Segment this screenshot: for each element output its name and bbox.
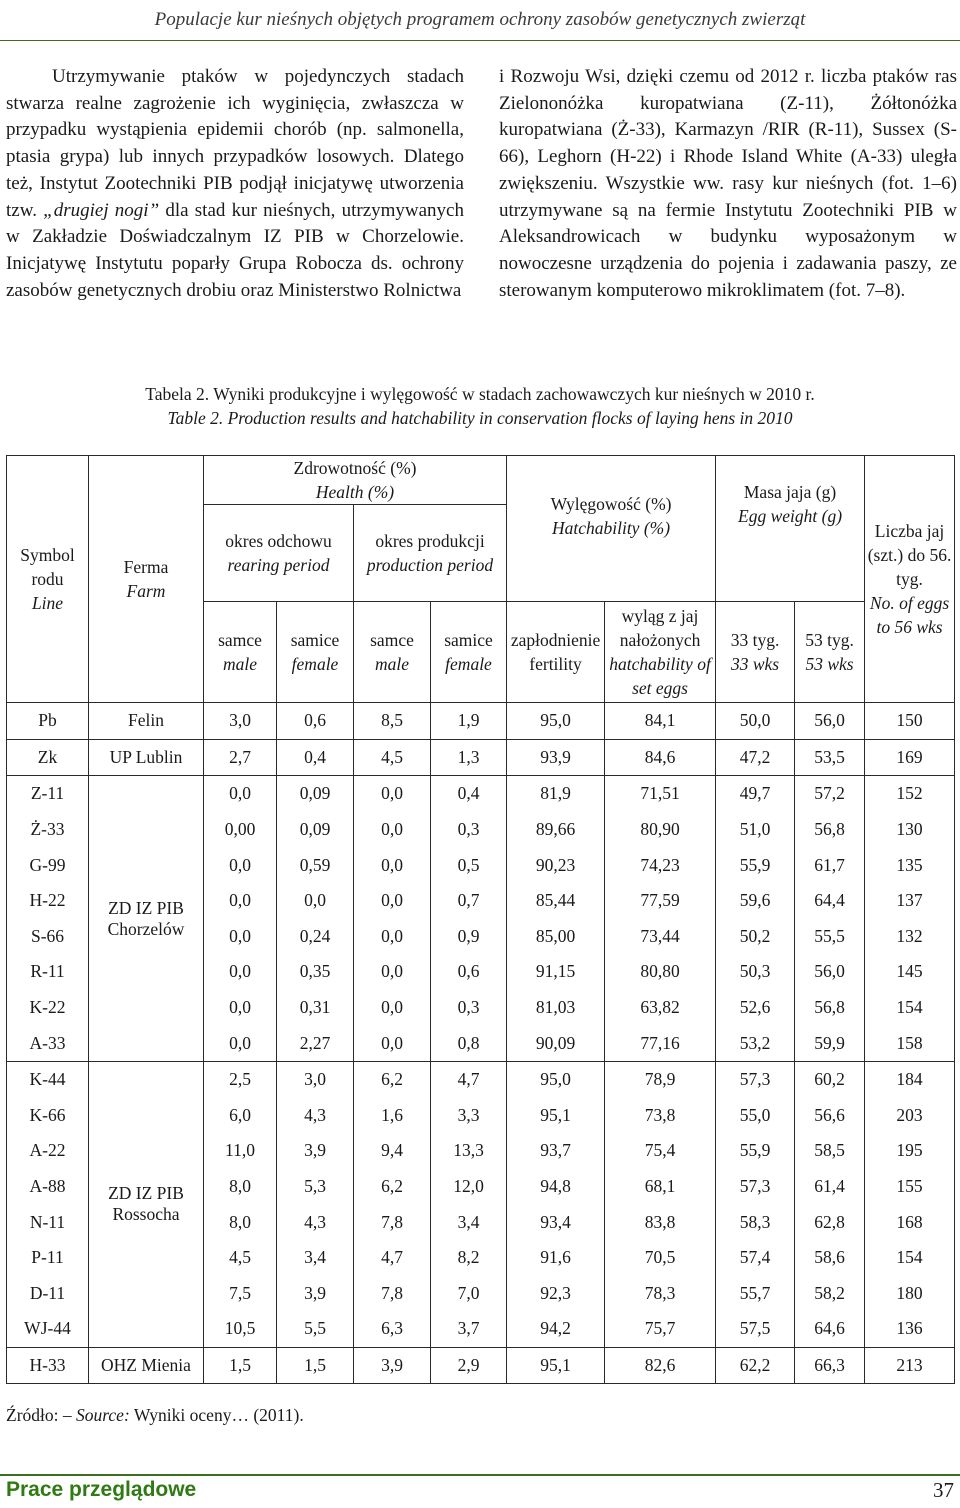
cell-symbol: A-33 xyxy=(7,1025,89,1061)
body-text-left-part1: Utrzymywanie ptaków w pojedynczych stadach stwarza realne zagrożenie ich wyginięcia, zwłaszcza w przypadku wystąpienia epidemii chorób (np. salmonella, ptasia grypa) lub innych przypadków losowych. Dlatego też, Instytut Zootechniki PIB podjął inicjatywę utworzenia tzw. xyxy=(6,66,464,221)
cell-fert: 81,03 xyxy=(507,990,605,1026)
header-egg-weight: Masa jaja (g) Egg weight (g) xyxy=(716,456,865,602)
cell-rf: 0,35 xyxy=(277,954,354,990)
cell-fert: 90,23 xyxy=(507,847,605,883)
cell-w53: 61,7 xyxy=(795,847,865,883)
cell-hset: 73,8 xyxy=(605,1098,716,1134)
cell-w53: 61,4 xyxy=(795,1169,865,1205)
cell-rm: 2,7 xyxy=(204,739,277,776)
cell-hset: 77,16 xyxy=(605,1025,716,1061)
cell-rm: 11,0 xyxy=(204,1133,277,1169)
cell-hset: 84,6 xyxy=(605,739,716,776)
cell-rm: 10,5 xyxy=(204,1311,277,1347)
cell-pf: 3,4 xyxy=(431,1204,507,1240)
cell-hset: 77,59 xyxy=(605,883,716,919)
cell-rf: 5,3 xyxy=(277,1169,354,1205)
cell-rf: 5,5 xyxy=(277,1311,354,1347)
cell-fert: 85,00 xyxy=(507,919,605,955)
cell-rm: 4,5 xyxy=(204,1240,277,1276)
cell-rf: 1,5 xyxy=(277,1347,354,1384)
cell-rm: 0,0 xyxy=(204,954,277,990)
cell-pm: 0,0 xyxy=(354,990,431,1026)
cell-fert: 85,44 xyxy=(507,883,605,919)
cell-w33: 53,2 xyxy=(716,1025,795,1061)
cell-rf: 3,0 xyxy=(277,1061,354,1097)
cell-rm: 7,5 xyxy=(204,1276,277,1312)
cell-farm: Felin xyxy=(89,703,204,740)
cell-pm: 8,5 xyxy=(354,703,431,740)
cell-farm: OHZ Mienia xyxy=(89,1347,204,1384)
cell-hset: 78,9 xyxy=(605,1061,716,1097)
page-number: 37 xyxy=(933,1478,954,1502)
cell-w33: 52,6 xyxy=(716,990,795,1026)
cell-fert: 95,0 xyxy=(507,1061,605,1097)
header-health: Zdrowotność (%) Health (%) xyxy=(204,456,507,505)
table-row xyxy=(7,1061,955,1097)
header-row-1 xyxy=(7,456,955,505)
cell-pf: 0,5 xyxy=(431,847,507,883)
cell-symbol: N-11 xyxy=(7,1204,89,1240)
cell-rf: 0,31 xyxy=(277,990,354,1026)
running-header: Populacje kur nieśnych objętych programem ochrony zasobów genetycznych zwierząt xyxy=(0,0,960,41)
cell-eggs: 130 xyxy=(865,812,955,848)
cell-pf: 0,6 xyxy=(431,954,507,990)
cell-hset: 80,80 xyxy=(605,954,716,990)
cell-pf: 7,0 xyxy=(431,1276,507,1312)
cell-hset: 83,8 xyxy=(605,1204,716,1240)
cell-pf: 1,3 xyxy=(431,739,507,776)
header-farm: Ferma Farm xyxy=(89,456,204,703)
cell-farm: ZD IZ PIB Chorzelów xyxy=(89,776,204,1062)
cell-w53: 60,2 xyxy=(795,1061,865,1097)
header-hatchability: Wylęgowość (%) Hatchability (%) xyxy=(507,456,716,602)
cell-pf: 4,7 xyxy=(431,1061,507,1097)
cell-eggs: 213 xyxy=(865,1347,955,1384)
cell-fert: 95,0 xyxy=(507,703,605,740)
cell-rm: 6,0 xyxy=(204,1098,277,1134)
cell-w33: 58,3 xyxy=(716,1204,795,1240)
cell-rm: 0,0 xyxy=(204,847,277,883)
cell-pm: 0,0 xyxy=(354,1025,431,1061)
cell-w53: 56,0 xyxy=(795,954,865,990)
cell-rf: 0,59 xyxy=(277,847,354,883)
cell-symbol: G-99 xyxy=(7,847,89,883)
cell-pm: 7,8 xyxy=(354,1204,431,1240)
cell-hset: 73,44 xyxy=(605,919,716,955)
cell-rm: 8,0 xyxy=(204,1204,277,1240)
cell-w33: 55,9 xyxy=(716,1133,795,1169)
cell-rf: 0,09 xyxy=(277,776,354,812)
cell-rf: 0,09 xyxy=(277,812,354,848)
cell-w33: 57,4 xyxy=(716,1240,795,1276)
cell-fert: 94,2 xyxy=(507,1311,605,1347)
cell-pm: 6,3 xyxy=(354,1311,431,1347)
cell-w33: 51,0 xyxy=(716,812,795,848)
cell-w33: 55,7 xyxy=(716,1276,795,1312)
cell-pf: 0,8 xyxy=(431,1025,507,1061)
cell-rf: 2,27 xyxy=(277,1025,354,1061)
cell-rm: 0,0 xyxy=(204,1025,277,1061)
cell-w53: 57,2 xyxy=(795,776,865,812)
cell-rm: 0,0 xyxy=(204,883,277,919)
cell-eggs: 195 xyxy=(865,1133,955,1169)
cell-hset: 75,4 xyxy=(605,1133,716,1169)
cell-pf: 8,2 xyxy=(431,1240,507,1276)
cell-pm: 7,8 xyxy=(354,1276,431,1312)
cell-eggs: 135 xyxy=(865,847,955,883)
cell-w33: 57,5 xyxy=(716,1311,795,1347)
cell-w33: 55,0 xyxy=(716,1098,795,1134)
cell-rf: 4,3 xyxy=(277,1204,354,1240)
cell-rm: 0,00 xyxy=(204,812,277,848)
cell-w53: 62,8 xyxy=(795,1204,865,1240)
cell-pf: 2,9 xyxy=(431,1347,507,1384)
cell-fert: 92,3 xyxy=(507,1276,605,1312)
cell-hset: 63,82 xyxy=(605,990,716,1026)
cell-eggs: 184 xyxy=(865,1061,955,1097)
header-production-female: samice female xyxy=(431,602,507,703)
cell-hset: 78,3 xyxy=(605,1276,716,1312)
cell-pm: 6,2 xyxy=(354,1061,431,1097)
cell-w33: 50,2 xyxy=(716,919,795,955)
table-caption-polish: Tabela 2. Wyniki produkcyjne i wylęgowość w stadach zachowawczych kur nieśnych w 2010 r. xyxy=(145,384,815,404)
cell-fert: 90,09 xyxy=(507,1025,605,1061)
cell-fert: 95,1 xyxy=(507,1347,605,1384)
cell-fert: 93,9 xyxy=(507,739,605,776)
cell-rf: 0,4 xyxy=(277,739,354,776)
cell-pf: 0,7 xyxy=(431,883,507,919)
cell-rm: 0,0 xyxy=(204,990,277,1026)
cell-w33: 55,9 xyxy=(716,847,795,883)
cell-eggs: 152 xyxy=(865,776,955,812)
cell-pm: 3,9 xyxy=(354,1347,431,1384)
cell-rm: 0,0 xyxy=(204,776,277,812)
cell-w53: 56,0 xyxy=(795,703,865,740)
cell-eggs: 155 xyxy=(865,1169,955,1205)
cell-w53: 58,6 xyxy=(795,1240,865,1276)
cell-hset: 80,90 xyxy=(605,812,716,848)
cell-rm: 2,5 xyxy=(204,1061,277,1097)
cell-w53: 59,9 xyxy=(795,1025,865,1061)
cell-w33: 57,3 xyxy=(716,1061,795,1097)
cell-w53: 53,5 xyxy=(795,739,865,776)
cell-w53: 64,4 xyxy=(795,883,865,919)
cell-w53: 64,6 xyxy=(795,1311,865,1347)
cell-w33: 49,7 xyxy=(716,776,795,812)
cell-symbol: H-22 xyxy=(7,883,89,919)
cell-eggs: 145 xyxy=(865,954,955,990)
header-hatchability-set-eggs: wyląg z jaj nałożonych hatchability of set eggs xyxy=(605,602,716,703)
table-source-note: Źródło: – Source: Wyniki oceny… (2011). xyxy=(6,1405,304,1425)
cell-eggs: 168 xyxy=(865,1204,955,1240)
cell-pm: 0,0 xyxy=(354,919,431,955)
cell-eggs: 169 xyxy=(865,739,955,776)
header-symbol: Symbol rodu Line xyxy=(7,456,89,703)
table-body xyxy=(7,703,955,1384)
cell-w33: 50,3 xyxy=(716,954,795,990)
cell-pm: 0,0 xyxy=(354,812,431,848)
cell-pm: 9,4 xyxy=(354,1133,431,1169)
header-production-male: samce male xyxy=(354,602,431,703)
cell-symbol: Zk xyxy=(7,739,89,776)
table-row xyxy=(7,1347,955,1384)
cell-eggs: 154 xyxy=(865,990,955,1026)
cell-pf: 13,3 xyxy=(431,1133,507,1169)
cell-pm: 0,0 xyxy=(354,883,431,919)
cell-eggs: 137 xyxy=(865,883,955,919)
cell-eggs: 132 xyxy=(865,919,955,955)
cell-rm: 3,0 xyxy=(204,703,277,740)
cell-farm: ZD IZ PIB Rossocha xyxy=(89,1061,204,1347)
cell-pf: 1,9 xyxy=(431,703,507,740)
cell-hset: 74,23 xyxy=(605,847,716,883)
header-rearing-female: samice female xyxy=(277,602,354,703)
cell-w33: 62,2 xyxy=(716,1347,795,1384)
cell-rf: 0,24 xyxy=(277,919,354,955)
cell-pm: 0,0 xyxy=(354,847,431,883)
cell-pm: 4,7 xyxy=(354,1240,431,1276)
cell-rf: 3,9 xyxy=(277,1133,354,1169)
cell-pf: 0,3 xyxy=(431,812,507,848)
cell-symbol: P-11 xyxy=(7,1240,89,1276)
cell-eggs: 158 xyxy=(865,1025,955,1061)
cell-hset: 84,1 xyxy=(605,703,716,740)
cell-w53: 55,5 xyxy=(795,919,865,955)
header-fertility: zapłodnienie fertility xyxy=(507,602,605,703)
table-caption-english: Table 2. Production results and hatchability in conservation flocks of laying hens in 2010 xyxy=(167,408,793,428)
cell-symbol: K-44 xyxy=(7,1061,89,1097)
cell-rm: 0,0 xyxy=(204,919,277,955)
cell-pf: 12,0 xyxy=(431,1169,507,1205)
cell-pf: 0,3 xyxy=(431,990,507,1026)
cell-rm: 8,0 xyxy=(204,1169,277,1205)
cell-w53: 66,3 xyxy=(795,1347,865,1384)
cell-pf: 0,9 xyxy=(431,919,507,955)
body-text-left-column xyxy=(6,64,464,304)
cell-eggs: 150 xyxy=(865,703,955,740)
cell-w33: 59,6 xyxy=(716,883,795,919)
header-egg-count: Liczba jaj (szt.) do 56. tyg. No. of eggs to 56 wks xyxy=(865,456,955,703)
cell-w33: 57,3 xyxy=(716,1169,795,1205)
cell-fert: 94,8 xyxy=(507,1169,605,1205)
cell-fert: 91,6 xyxy=(507,1240,605,1276)
cell-hset: 71,51 xyxy=(605,776,716,812)
header-rearing-period: okres odchowu rearing period xyxy=(204,505,354,602)
cell-w53: 56,8 xyxy=(795,990,865,1026)
cell-w33: 47,2 xyxy=(716,739,795,776)
production-results-table xyxy=(6,455,955,1384)
cell-symbol: S-66 xyxy=(7,919,89,955)
cell-symbol: Ż-33 xyxy=(7,812,89,848)
cell-fert: 93,7 xyxy=(507,1133,605,1169)
cell-rm: 1,5 xyxy=(204,1347,277,1384)
cell-symbol: H-33 xyxy=(7,1347,89,1384)
cell-pm: 0,0 xyxy=(354,776,431,812)
table-row xyxy=(7,776,955,812)
cell-rf: 0,6 xyxy=(277,703,354,740)
cell-symbol: WJ-44 xyxy=(7,1311,89,1347)
cell-w53: 56,8 xyxy=(795,812,865,848)
header-weight-53-weeks: 53 tyg. 53 wks xyxy=(795,602,865,703)
cell-hset: 82,6 xyxy=(605,1347,716,1384)
cell-w53: 58,5 xyxy=(795,1133,865,1169)
table-row xyxy=(7,703,955,740)
cell-symbol: A-22 xyxy=(7,1133,89,1169)
body-text-left-part2: dla stad kur nieśnych, utrzymywanych w Zakładzie Doświadczalnym IZ PIB w Chorzelowie. Inicjatywę Instytutu poparły Grupa Robocza ds. ochrony zasobów genetycznych drobiu oraz Ministerstwo Rolnictwa xyxy=(6,199,464,301)
cell-eggs: 154 xyxy=(865,1240,955,1276)
footer-rule xyxy=(0,1474,960,1476)
table-row xyxy=(7,739,955,776)
cell-symbol: R-11 xyxy=(7,954,89,990)
cell-w33: 50,0 xyxy=(716,703,795,740)
cell-w53: 58,2 xyxy=(795,1276,865,1312)
cell-eggs: 136 xyxy=(865,1311,955,1347)
footer-section-title: Prace przeglądowe xyxy=(6,1478,197,1501)
cell-fert: 91,15 xyxy=(507,954,605,990)
cell-w53: 56,6 xyxy=(795,1098,865,1134)
header-weight-33-weeks: 33 tyg. 33 wks xyxy=(716,602,795,703)
cell-rf: 3,9 xyxy=(277,1276,354,1312)
cell-pf: 3,7 xyxy=(431,1311,507,1347)
header-production-period: okres produkcji production period xyxy=(354,505,507,602)
cell-symbol: K-22 xyxy=(7,990,89,1026)
cell-symbol: Pb xyxy=(7,703,89,740)
cell-fert: 81,9 xyxy=(507,776,605,812)
cell-rf: 3,4 xyxy=(277,1240,354,1276)
cell-fert: 95,1 xyxy=(507,1098,605,1134)
cell-rf: 0,0 xyxy=(277,883,354,919)
cell-hset: 75,7 xyxy=(605,1311,716,1347)
body-text-emphasis: „drugiej nogi” xyxy=(43,199,160,221)
cell-eggs: 203 xyxy=(865,1098,955,1134)
cell-hset: 68,1 xyxy=(605,1169,716,1205)
cell-fert: 93,4 xyxy=(507,1204,605,1240)
cell-pm: 4,5 xyxy=(354,739,431,776)
cell-eggs: 180 xyxy=(865,1276,955,1312)
cell-farm: UP Lublin xyxy=(89,739,204,776)
cell-pf: 3,3 xyxy=(431,1098,507,1134)
cell-pm: 6,2 xyxy=(354,1169,431,1205)
cell-symbol: Z-11 xyxy=(7,776,89,812)
cell-symbol: A-88 xyxy=(7,1169,89,1205)
cell-symbol: K-66 xyxy=(7,1098,89,1134)
body-text-right-column: i Rozwoju Wsi, dzięki czemu od 2012 r. liczba ptaków ras Zielononóżka kuropatwiana (Z-11), Żółtonóżka kuropatwiana (Ż-33), Karmazyn /RIR (R-11), Sussex (S-66), Leghorn (H-22) i Rhode Island White (A-33) uległa zwiększeniu. Wszystkie ww. rasy kur nieśnych (fot. 1–6) utrzymywane są na fermie Instytutu Zootechniki PIB w Aleksandrowicach w budynku wyposażonym w nowoczesne urządzenia do pojenia i zadawania paszy, ze sterowanym komputerowo mikroklimatem (fot. 7–8). xyxy=(499,66,957,301)
cell-pf: 0,4 xyxy=(431,776,507,812)
cell-pm: 0,0 xyxy=(354,954,431,990)
cell-hset: 70,5 xyxy=(605,1240,716,1276)
cell-fert: 89,66 xyxy=(507,812,605,848)
cell-rf: 4,3 xyxy=(277,1098,354,1134)
cell-pm: 1,6 xyxy=(354,1098,431,1134)
header-rearing-male: samce male xyxy=(204,602,277,703)
cell-symbol: D-11 xyxy=(7,1276,89,1312)
